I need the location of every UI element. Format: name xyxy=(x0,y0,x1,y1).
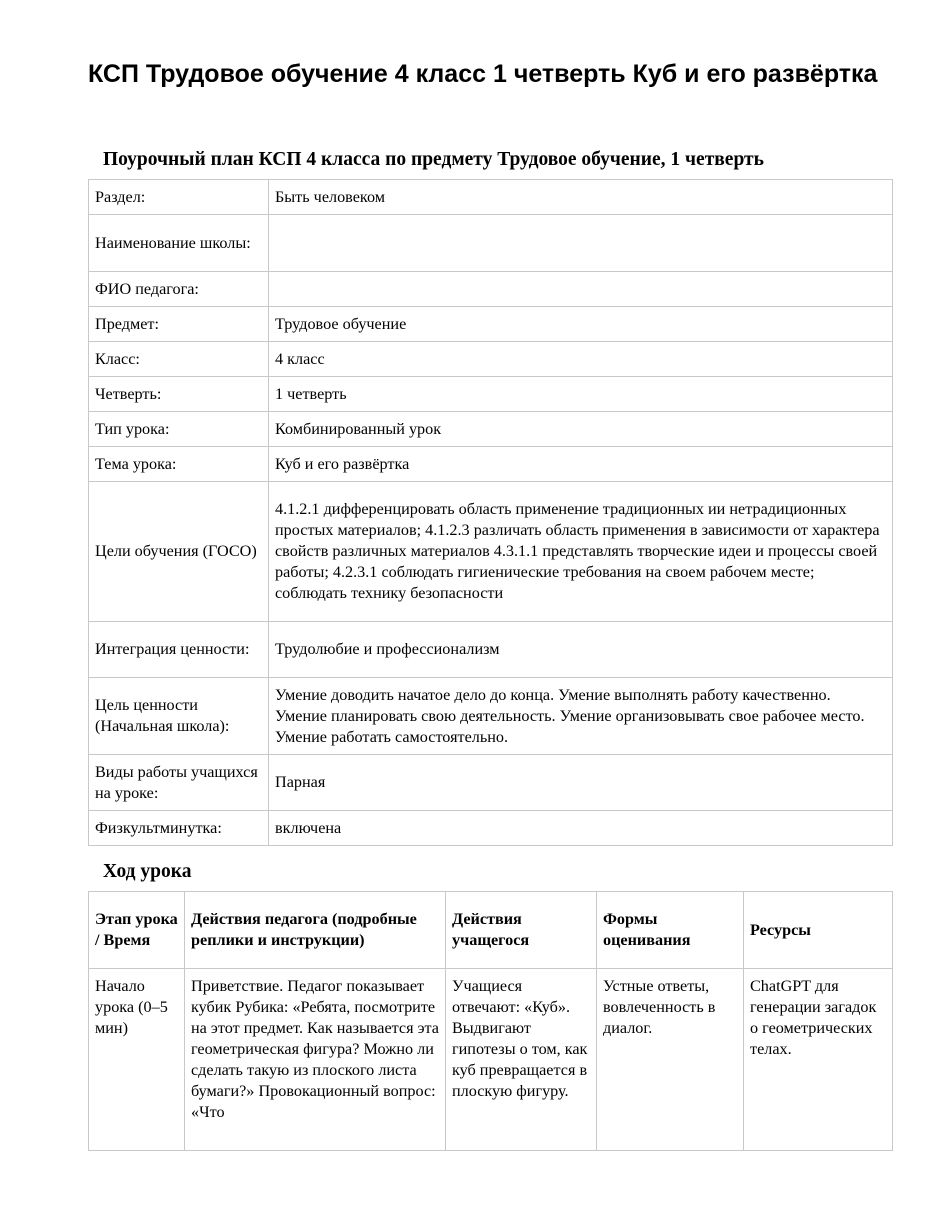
student-actions-cell xyxy=(446,969,597,1151)
info-label: Предмет: xyxy=(89,307,269,342)
table-row xyxy=(89,412,893,447)
table-row xyxy=(89,482,893,622)
info-label: Виды работы учащихся на уроке: xyxy=(89,755,269,811)
info-label: Тема урока: xyxy=(89,447,269,482)
info-value: Трудолюбие и профессионализм xyxy=(269,622,893,678)
lesson-info-table xyxy=(88,179,893,846)
table-row xyxy=(89,678,893,755)
column-header-stage: Этап урока / Время xyxy=(89,892,185,969)
student-actions-text: Учащиеся отвечают: «Куб». Выдвигают гипотезы о том, как куб превращается в плоскую фигуру. xyxy=(452,977,588,1100)
info-label: Физкультминутка: xyxy=(89,811,269,846)
info-label: ФИО педагога: xyxy=(89,272,269,307)
table-row xyxy=(89,272,893,307)
table-row xyxy=(89,755,893,811)
info-value xyxy=(269,272,893,307)
info-value: Трудовое обучение xyxy=(269,307,893,342)
stage-cell xyxy=(89,969,185,1151)
table-row xyxy=(89,377,893,412)
info-value: включена xyxy=(269,811,893,846)
stage-text: Начало урока (0–5 мин) xyxy=(95,977,168,1037)
plan-heading: Поурочный план КСП 4 класса по предмету Трудовое обучение, 1 четверть xyxy=(103,149,764,170)
resources-cell xyxy=(744,969,893,1151)
info-value: Умение доводить начатое дело до конца. Умение выполнять работу качественно. Умение планировать свою деятельность. Умение организовывать свое рабочее место. Умение работать самостоятельно. xyxy=(269,678,893,755)
table-row xyxy=(89,180,893,215)
info-value: Парная xyxy=(269,755,893,811)
lesson-progress-table xyxy=(88,891,893,1151)
info-value: Комбинированный урок xyxy=(269,412,893,447)
table-row xyxy=(89,447,893,482)
document-title: КСП Трудовое обучение 4 класс 1 четверть Куб и его развёртка xyxy=(88,60,878,88)
teacher-actions-cell xyxy=(185,969,446,1151)
info-value: Куб и его развёртка xyxy=(269,447,893,482)
info-label: Тип урока: xyxy=(89,412,269,447)
table-row xyxy=(89,969,893,1151)
info-value: 4 класс xyxy=(269,342,893,377)
table-row xyxy=(89,307,893,342)
resources-text: ChatGPT для генерации загадок о геометрических телах. xyxy=(750,977,877,1058)
info-label: Класс: xyxy=(89,342,269,377)
table-row xyxy=(89,342,893,377)
table-header-row xyxy=(89,892,893,969)
lesson-heading: Ход урока xyxy=(103,861,192,882)
info-label: Цели обучения (ГОСО) xyxy=(89,482,269,622)
info-label: Раздел: xyxy=(89,180,269,215)
column-header-assessment: Формы оценивания xyxy=(597,892,744,969)
table-row xyxy=(89,215,893,272)
info-label: Наименование школы: xyxy=(89,215,269,272)
column-header-teacher-actions: Действия педагога (подробные реплики и инструкции) xyxy=(185,892,446,969)
info-value: 4.1.2.1 дифференцировать область применение традиционных ии нетрадиционных простых материалов; 4.1.2.3 различать область применения в зависимости от характера свойств различных материалов 4.3.1.1 представлять творческие идеи и процессы своей работы; 4.2.3.1 соблюдать гигиенические требования на своем рабочем месте; соблюдать технику безопасности xyxy=(269,482,893,622)
column-header-student-actions: Действия учащегося xyxy=(446,892,597,969)
info-value: Быть человеком xyxy=(269,180,893,215)
assessment-cell xyxy=(597,969,744,1151)
assessment-text: Устные ответы, вовлеченность в диалог. xyxy=(603,977,716,1037)
info-value: 1 четверть xyxy=(269,377,893,412)
column-header-resources: Ресурсы xyxy=(744,892,893,969)
table-row xyxy=(89,622,893,678)
teacher-actions-text: Приветствие. Педагог показывает кубик Рубика: «Ребята, посмотрите на этот предмет. Как называется эта геометрическая фигура? Можно ли сделать такую из плоского листа бумаги?» Провокационный вопрос: «Что xyxy=(191,977,439,1121)
table-row xyxy=(89,811,893,846)
info-label: Цель ценности (Начальная школа): xyxy=(89,678,269,755)
info-label: Четверть: xyxy=(89,377,269,412)
info-label: Интеграция ценности: xyxy=(89,622,269,678)
info-value xyxy=(269,215,893,272)
